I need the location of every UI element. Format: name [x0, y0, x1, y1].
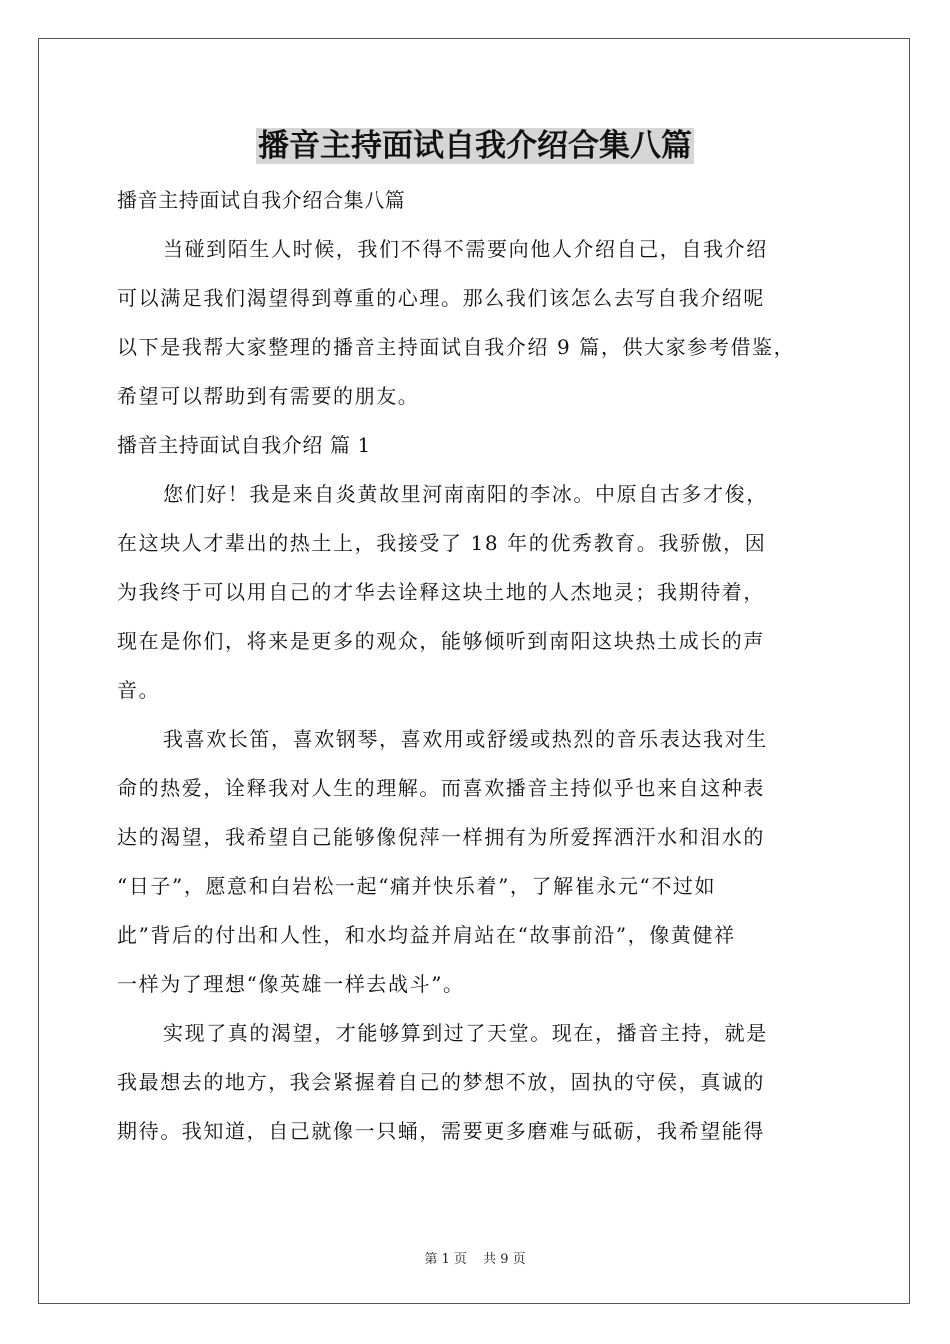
paragraph2-line-2: 命的热爱，诠释我对人生的理解。而喜欢播音主持似乎也来自这种表: [117, 776, 765, 800]
page-footer: [0, 1248, 950, 1267]
paragraph2-line-3: 达的渴望，我希望自己能够像倪萍一样拥有为所爱挥洒汗水和泪水的: [117, 825, 765, 849]
intro-line-1: 当碰到陌生人时候，我们不得不需要向他人介绍自己，自我介绍: [163, 237, 768, 261]
intro-line-4: 希望可以帮助到有需要的朋友。: [117, 384, 420, 408]
paragraph3-line-2: 我最想去的地方，我会紧握着自己的梦想不放，固执的守侯，真诚的: [117, 1070, 765, 1094]
intro-line-3: 以下是我帮大家整理的播音主持面试自我介绍 9 篇，供大家参考借鉴，: [117, 335, 796, 359]
paragraph2-line-4: “日子”，愿意和白岩松一起“痛并快乐着”，了解崔永元“不过如: [117, 874, 717, 898]
paragraph3-line-3: 期待。我知道，自己就像一只蛹，需要更多磨难与砥砺，我希望能得: [117, 1119, 765, 1143]
section-heading: 播音主持面试自我介绍 篇 1: [117, 433, 371, 457]
document-subtitle: 播音主持面试自我介绍合集八篇: [117, 188, 406, 212]
page-number: 第 1 页: [424, 1252, 467, 1267]
document-title-text: 播音主持面试自我介绍合集八篇: [258, 128, 692, 164]
paragraph2-line-1: 我喜欢长笛，喜欢钢琴，喜欢用或舒缓或热烈的音乐表达我对生: [163, 727, 768, 751]
paragraph2-line-5: 此”背后的付出和人性，和水均益并肩站在“故事前沿”，像黄健祥: [117, 923, 736, 947]
paragraph1-line-3: 为我终于可以用自己的才华去诠释这块土地的人杰地灵；我期待着，: [117, 580, 765, 604]
paragraph3-line-1: 实现了真的渴望，才能够算到过了天堂。现在，播音主持，就是: [163, 1021, 768, 1045]
document-body: [117, 176, 841, 1156]
intro-line-2: 可以满足我们渴望得到尊重的心理。那么我们该怎么去写自我介绍呢: [117, 286, 765, 310]
paragraph2-line-6: 一样为了理想“像英雄一样去战斗”。: [117, 972, 465, 996]
document-title: [0, 124, 950, 168]
paragraph1-line-4: 现在是你们，将来是更多的观众，能够倾听到南阳这块热土成长的声: [117, 629, 765, 653]
paragraph1-line-2: 在这块人才辈出的热土上，我接受了 18 年的优秀教育。我骄傲，因: [117, 531, 767, 555]
paragraph1-line-5: 音。: [117, 678, 161, 702]
paragraph1-line-1: 您们好！我是来自炎黄故里河南南阳的李冰。中原自古多才俊，: [163, 482, 768, 506]
page-total: 共 9 页: [483, 1252, 526, 1267]
